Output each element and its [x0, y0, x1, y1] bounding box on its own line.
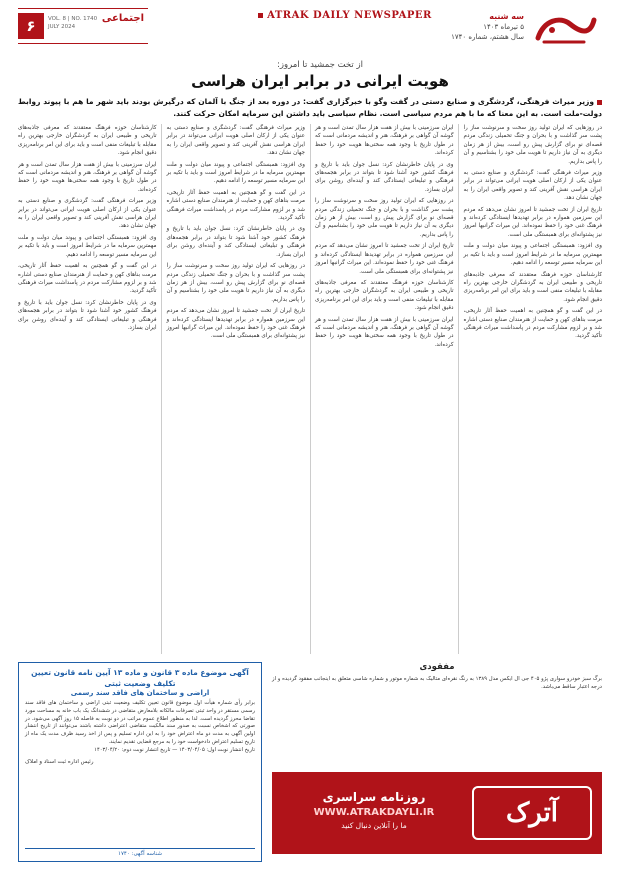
article-headline: هویت ایرانی در برابر ایران هراسی: [191, 72, 449, 90]
paragraph: در این گفت و گو همچنین به اهمیت حفظ آثار تاریخی، مرمت بناهای کهن و حمایت از هنرمندان صنایع دستی اشاره شد و بر لزوم مشارکت مردم در پاسداشت میراث فرهنگی تأکید گردید.: [18, 263, 157, 295]
ad-subtitle: اراضی و ساختمان های فاقد سند رسمی: [70, 689, 210, 697]
atrak-logo-icon: [530, 10, 600, 48]
ad-footer: شناسه آگهی: ۱۷۴۰: [25, 848, 255, 857]
bottom-section: [18, 662, 602, 872]
banner-tagline: روزنامه سراسری: [322, 790, 426, 804]
paragraph: وزیر میراث فرهنگی گفت: گردشگری و صنایع دستی به عنوان یکی از ارکان اصلی هویت ایرانی می‌تواند در برابر ایران هراسی نقش آفرینی کند و تصویر واقعی ایران را به جهان نشان دهد.: [463, 170, 602, 202]
paragraph: ایران سرزمینی با بیش از هفت هزار سال تمدن است و هر گوشه آن گواهی بر فرهنگ، هنر و اندیشه مردمانی است که در طول تاریخ با وجود همه سختی‌ها هویت خود را حفظ کرده‌اند.: [315, 316, 454, 348]
paragraph: وزیر میراث فرهنگی گفت: گردشگری و صنایع دستی به عنوان یکی از ارکان اصلی هویت ایرانی می‌تواند در برابر ایران هراسی نقش آفرینی کند و تصویر واقعی ایران را به جهان نشان دهد.: [166, 125, 305, 157]
banner-url[interactable]: WWW.ATRAKDAYLI.IR: [313, 807, 435, 818]
paragraph: کارشناسان حوزه فرهنگ معتقدند که معرفی جاذبه‌های تاریخی و طبیعی ایران به گردشگران خارجی بهترین راه مقابله با تبلیغات منفی است و باید برای این امر برنامه‌ریزی دقیق انجام شود.: [18, 125, 157, 157]
article-lead: وزیر میراث فرهنگی، گردشگری و صنایع دستی در گفت وگو با خبرگزاری گفت: در دوره بعد از جنگ با آلمان که درگیرش بودند باید شهر ما هم با پیوند روابط دولت-ملت است. به این معنا که ما با هم مردم سیاسی است. نظام سیاسی باید داشتن این سرمایه امکان حرکت کنند.: [18, 97, 602, 118]
paragraph: تاریخ ایران از تخت جمشید تا امروز نشان می‌دهد که مردم این سرزمین همواره در برابر تهدیدها ایستادگی کرده‌اند و فرهنگ غنی خود را حفظ نموده‌اند. این میراث گرانبها امروز نیز پشتوانه‌ای برای همبستگی ملی است.: [463, 206, 602, 238]
banner-logo: آترک: [472, 786, 592, 840]
paragraph: کارشناسان حوزه فرهنگ معتقدند که معرفی جاذبه‌های تاریخی و طبیعی ایران به گردشگران خارجی بهترین راه مقابله با تبلیغات منفی است و باید برای این امر برنامه‌ریزی دقیق انجام شود.: [463, 271, 602, 303]
volume-date: JULY 2024: [48, 24, 76, 30]
ad-body: برابر رأی شماره هیأت اول موضوع قانون تعیین تکلیف وضعیت ثبتی اراضی و ساختمان های فاقد سند رسمی مستقر در واحد ثبتی تصرفات مالکانه بلامعارض متقاضی در ششدانگ یک باب خانه به مساحت مورد تقاضا محرز گردیده است. لذا به منظور اطلاع عموم مراتب در دو نوبت به فاصله ۱۵ روز آگهی می‌شود. در صورتی که اشخاص نسبت به صدور سند مالکیت متقاضی اعتراضی داشته باشند می‌توانند از تاریخ انتشار اولین آگهی به مدت دو ماه اعتراض خود را به این اداره تسلیم و پس از اخذ رسید ظرف مدت یک ماه از تاریخ تسلیم اعتراض دادخواست خود را به مرجع قضایی تقدیم نمایند.: [25, 700, 255, 745]
paragraph: وی در پایان خاطرنشان کرد: نسل جوان باید با تاریخ و فرهنگ کشور خود آشنا شود تا بتواند در برابر هجمه‌های فرهنگی و تبلیغاتی ایستادگی کند و آینده‌ای روشن برای ایران بسازد.: [18, 299, 157, 331]
paragraph: تاریخ ایران از تخت جمشید تا امروز نشان می‌دهد که مردم این سرزمین همواره در برابر تهدیدها ایستادگی کرده‌اند و فرهنگ غنی خود را حفظ نموده‌اند. این میراث گرانبها امروز نیز پشتوانه‌ای برای همبستگی ملی است.: [166, 308, 305, 340]
paragraph: وزیر میراث فرهنگی گفت: گردشگری و صنایع دستی به عنوان یکی از ارکان اصلی هویت ایرانی می‌تواند در برابر ایران هراسی نقش آفرینی کند و تصویر واقعی ایران را به جهان نشان دهد.: [18, 198, 157, 230]
banner-cta: ما را آنلاین دنبال کنید: [341, 821, 407, 830]
page-number: ۶: [18, 13, 44, 39]
paragraph: ایران سرزمینی با بیش از هفت هزار سال تمدن است و هر گوشه آن گواهی بر فرهنگ، هنر و اندیشه مردمانی است که در طول تاریخ با وجود همه سختی‌ها هویت خود را حفظ کرده‌اند.: [18, 161, 157, 193]
volume-line: VOL. 8 | NO. 1740: [48, 16, 98, 22]
notice-title: مفقودی: [419, 662, 455, 672]
paragraph: وی افزود: همبستگی اجتماعی و پیوند میان دولت و ملت مهمترین سرمایه ما در شرایط امروز است و باید با تکیه بر این سرمایه مسیر توسعه را ادامه دهیم.: [463, 243, 602, 267]
legal-notice-ad: [18, 662, 262, 862]
paragraph: وی در پایان خاطرنشان کرد: نسل جوان باید با تاریخ و فرهنگ کشور خود آشنا شود تا بتواند در برابر هجمه‌های فرهنگی و تبلیغاتی ایستادگی کند و آینده‌ای روشن برای ایران بسازد.: [166, 226, 305, 258]
promo-banner[interactable]: [272, 772, 602, 854]
section-name: اجتماعی: [101, 13, 144, 24]
masthead: [0, 0, 620, 56]
paragraph: وی افزود: همبستگی اجتماعی و پیوند میان دولت و ملت مهمترین سرمایه ما در شرایط امروز است و باید با تکیه بر این سرمایه مسیر توسعه را ادامه دهیم.: [18, 234, 157, 258]
paragraph: وی افزود: همبستگی اجتماعی و پیوند میان دولت و ملت مهمترین سرمایه ما در شرایط امروز است و باید با تکیه بر این سرمایه مسیر توسعه را ادامه دهیم.: [166, 161, 305, 185]
ad-signature: رئیس اداره ثبت اسناد و املاک: [25, 758, 94, 765]
paragraph: در این گفت و گو همچنین به اهمیت حفظ آثار تاریخی، مرمت بناهای کهن و حمایت از هنرمندان صنایع دستی اشاره شد و بر لزوم مشارکت مردم در پاسداشت میراث فرهنگی تأکید گردید.: [166, 189, 305, 222]
volume-info: [48, 15, 97, 31]
weekday: سه شنبه: [489, 12, 524, 21]
ad-dates: تاریخ انتشار نوبت اول: ۱۴۰۳/۰۴/۰۵ — تاریخ انتشار نوبت دوم: ۱۴۰۳/۰۴/۲۰: [94, 746, 255, 753]
banner-text: [284, 790, 464, 830]
paragraph: تاریخ ایران از تخت جمشید تا امروز نشان می‌دهد که مردم این سرزمین همواره در برابر تهدیدها ایستادگی کرده‌اند و فرهنگ غنی خود را حفظ نموده‌اند. این میراث گرانبها امروز نیز پشتوانه‌ای برای همبستگی ملی است.: [315, 243, 454, 275]
paragraph: ایران سرزمینی با بیش از هفت هزار سال تمدن است و هر گوشه آن گواهی بر فرهنگ، هنر و اندیشه مردمانی است که در طول تاریخ با وجود همه سختی‌ها هویت خود را حفظ کرده‌اند.: [315, 125, 454, 157]
article-kicker: از تخت جمشید تا امروز:: [277, 60, 363, 70]
issue-info: سال هشتم، شماره ۱۷۴۰: [451, 33, 524, 41]
paragraph: در روزهایی که ایران تولید روز سخت و سرنوشت ساز را پشت سر گذاشت و با بحران و جنگ تحمیلی زندگی مردم قصه‌ای نو برای گزارش پیش رو است، بیش از هر زمان دیگری به آن نیاز داریم تا هویت ملی خود را بشناسیم و آن را پاس بداریم.: [463, 125, 602, 165]
date: ۵ تیرماه ۱۴۰۳: [483, 23, 524, 31]
paragraph: در روزهایی که ایران تولید روز سخت و سرنوشت ساز را پشت سر گذاشت و با بحران و جنگ تحمیلی زندگی مردم قصه‌ای نو برای گزارش پیش رو است، بیش از هر زمان دیگری به آن نیاز داریم تا هویت ملی خود را بشناسیم و آن را پاس بداریم.: [166, 263, 305, 303]
page-tag: [18, 8, 148, 44]
article-body: [18, 124, 602, 654]
paragraph: در این گفت و گو همچنین به اهمیت حفظ آثار تاریخی، مرمت بناهای کهن و حمایت از هنرمندان صنایع دستی اشاره شد و بر لزوم مشارکت مردم در پاسداشت میراث فرهنگی تأکید گردید.: [463, 308, 602, 340]
ad-title: آگهی موضوع ماده ۳ قانون و ماده ۱۳ آیین نامه قانون تعیین تکلیف وضعیت ثبتی: [31, 668, 249, 688]
paragraph: کارشناسان حوزه فرهنگ معتقدند که معرفی جاذبه‌های تاریخی و طبیعی ایران به گردشگران خارجی بهترین راه مقابله با تبلیغات منفی است و باید برای این امر برنامه‌ریزی دقیق انجام شود.: [315, 279, 454, 312]
paragraph: وی در پایان خاطرنشان کرد: نسل جوان باید با تاریخ و فرهنگ کشور خود آشنا شود تا بتواند در برابر هجمه‌های فرهنگی و تبلیغاتی ایستادگی کند و آینده‌ای روشن برای ایران بسازد.: [315, 161, 454, 193]
paragraph: در روزهایی که ایران تولید روز سخت و سرنوشت ساز را پشت سر گذاشت و با بحران و جنگ تحمیلی زندگی مردم قصه‌ای نو برای گزارش پیش رو است، بیش از هر زمان دیگری به آن نیاز داریم تا هویت ملی خود را بشناسیم و آن را پاس بداریم.: [315, 198, 454, 238]
newspaper-name: ATRAK DAILY NEWSPAPER: [250, 10, 440, 21]
issue-date: [451, 12, 524, 42]
notice-body: برگ سبز خودرو سواری پژو ۴۰۵ جی ال ایکس مدل ۱۳۸۹ به رنگ نقره‌ای متالیک به شماره موتور و شماره شاسی متعلق به اینجانب مفقود گردیده و از درجه اعتبار ساقط می‌باشد.: [272, 676, 602, 690]
lost-notice: [272, 662, 602, 762]
